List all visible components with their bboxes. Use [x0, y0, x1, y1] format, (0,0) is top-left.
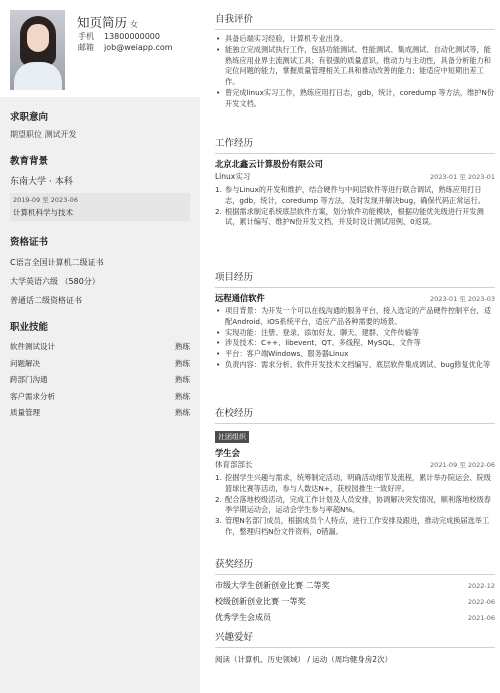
degree: 本科 [54, 177, 73, 187]
section-title: 获奖经历 [215, 559, 254, 570]
awards-section [215, 556, 495, 623]
list-item: 1. 参与Linux的开发和维护，结合硬件与中间层软件等进行联合调试，熟练应用打日志，gdb，统计，coredump 等方法，及时发现并解决bug，确保代码正常运行。 [215, 185, 485, 205]
gender: 女 [130, 20, 139, 29]
project-date: 2023-01 至 2023-03 [430, 295, 495, 303]
section-title: 项目经历 [215, 272, 254, 283]
list-item: • 负责内容：需求分析、软件开发技术文档编写、底层软件集成调试、bug修复优化等 [215, 360, 495, 371]
email-value: job@weiapp.com [104, 43, 173, 52]
award-name: 优秀学生会成员 [215, 613, 271, 622]
divider [215, 423, 495, 424]
skill-row [10, 374, 190, 385]
intent-position: 期望职位 测试开发 [10, 130, 77, 139]
skill-level: 熟练 [175, 391, 190, 401]
award-date: 2022-12 [467, 582, 495, 590]
divider [215, 153, 495, 154]
campus-role: 体育部部长 [215, 460, 253, 469]
profile-header [0, 0, 200, 97]
section-title: 工作经历 [215, 138, 254, 149]
divider [215, 647, 495, 648]
email-row [78, 42, 173, 53]
list-item: • 涉及技术：C++、libevent、QT、多线程、MySQL、文件等 [215, 338, 495, 349]
work-section [215, 135, 495, 228]
list-item: • 具备后端实习经验，计算机专业出身。 [215, 34, 495, 45]
certificate-item: 普通话二级资格证书 [10, 296, 82, 305]
skill-row [10, 341, 190, 352]
skill-row [10, 407, 190, 418]
list-item: • 平台：客户端Windows、服务器Linux [215, 349, 495, 360]
education-school-line [10, 174, 190, 187]
skill-name: 跨部门沟通 [10, 375, 48, 384]
campus-section [215, 405, 495, 538]
list-item: • 曾完成linux实习工作，熟练应用打日志，gdb，统计，coredump 等方法，维护N份开发文档。 [215, 88, 495, 110]
list-item: • 实现功能：注册、登录、添加好友、聊天、建群、文件传输等 [215, 328, 495, 339]
award-row [215, 580, 495, 591]
project-name: 远程通信软件 [215, 293, 265, 303]
name-line [77, 13, 138, 31]
project-section [215, 269, 495, 371]
phone-row [78, 31, 160, 42]
section-title: 自我评价 [215, 14, 254, 25]
skill-name: 软件测试设计 [10, 342, 55, 351]
divider [215, 29, 495, 30]
award-name: 市级大学生创新创业比赛 二等奖 [215, 581, 330, 590]
section-title: 兴趣爱好 [215, 632, 254, 643]
phone-value: 13800000000 [104, 32, 160, 41]
divider [215, 287, 495, 288]
skill-row [10, 391, 190, 402]
skill-level: 熟练 [175, 342, 190, 351]
section-title: 在校经历 [215, 408, 254, 419]
job-date: 2023-01 至 2023-01 [430, 173, 495, 181]
campus-org: 学生会 [215, 448, 240, 458]
phone-label: 手机 [78, 32, 94, 41]
hobby-section [215, 629, 495, 665]
skill-level: 熟练 [175, 358, 190, 368]
certificate-item: 大学英语六级 （580分） [10, 277, 100, 286]
award-name: 校级创新创业比赛 一等奖 [215, 597, 306, 606]
list-item: • 项目背景：为开发一个可以在线沟通的服务平台，接入选定的产品硬件控制平台，适配Android、iOS系统平台，适应产品各种需要的场景。 [215, 306, 495, 328]
job-role: Linux实习 [215, 172, 251, 181]
education-title: 教育背景 [10, 156, 49, 167]
award-date: 2021-06 [467, 614, 495, 622]
list-item: 1. 挖掘学生兴趣与需求，统筹制定活动，明确活动细节及流程，累计举办院运会、院级篮球比赛等活动，参与人数达N+，获校园推生一致好评。 [215, 473, 491, 493]
list-item: 2. 配合落地校级活动，完成工作计划及人员安排，协调解决突发情况，顺利落地校级春季学期运动会，运动会学生参与率超N%。 [215, 494, 491, 515]
skill-name: 质量管理 [10, 408, 40, 417]
list-item: 2. 根据需求制定系统底层软件方案，划分软件功能模块，根据功能优先级进行开发测试，累计编写、维护N份开发文档，并及时设计测试用例，0返误。 [215, 206, 484, 227]
award-date: 2022-06 [467, 598, 495, 606]
divider [215, 574, 495, 575]
self-eval-section [215, 11, 495, 110]
list-item: • 能独立完成测试执行工作，包括功能测试、性能测试、集成测试、自动化测试等，能熟练应用业界主流测试工具；有很强的质量意识，推动力与主动性，具备分析能力和定位问题的能力，掌握质量管理相关工具和推动改善的能力；能适应中短期出差工作。 [215, 45, 495, 88]
name: 知页简历 [77, 15, 128, 30]
hobby-text: 阅读（计算机、历史领域） / 运动（周均健身房2次） [215, 655, 393, 664]
separator-dot: · [49, 177, 52, 187]
certificate-item: C语言全国计算机二级证书 [10, 258, 104, 267]
skill-level: 熟练 [175, 408, 190, 417]
certificates-title: 资格证书 [10, 237, 49, 248]
left-sidebar [0, 0, 200, 693]
main-content [215, 0, 495, 693]
skill-level: 熟练 [175, 375, 190, 384]
skills-title: 职业技能 [10, 322, 49, 333]
profile-photo [10, 10, 65, 90]
skill-name: 客户需求分析 [10, 391, 55, 401]
company-name: 北京北鑫云计算股份有限公司 [215, 159, 323, 169]
education-major: 计算机科学与技术 [10, 206, 190, 221]
skill-name: 问题解决 [10, 358, 40, 368]
skill-row [10, 358, 190, 369]
education-date: 2019-09 至 2023-06 [10, 193, 190, 206]
intent-title: 求职意向 [10, 112, 49, 123]
campus-date: 2021-09 至 2022-06 [430, 461, 495, 469]
school-name: 东南大学 [10, 177, 47, 187]
campus-tag: 社团组织 [215, 431, 249, 443]
award-row [215, 612, 495, 623]
list-item: 3. 管理N名部门成员，根据成员个人特点，进行工作安排及跟进，推动完成换届选举工作，整理归档N份文件资料，0错漏。 [215, 516, 490, 536]
award-row [215, 596, 495, 607]
email-label: 邮箱 [78, 43, 94, 52]
